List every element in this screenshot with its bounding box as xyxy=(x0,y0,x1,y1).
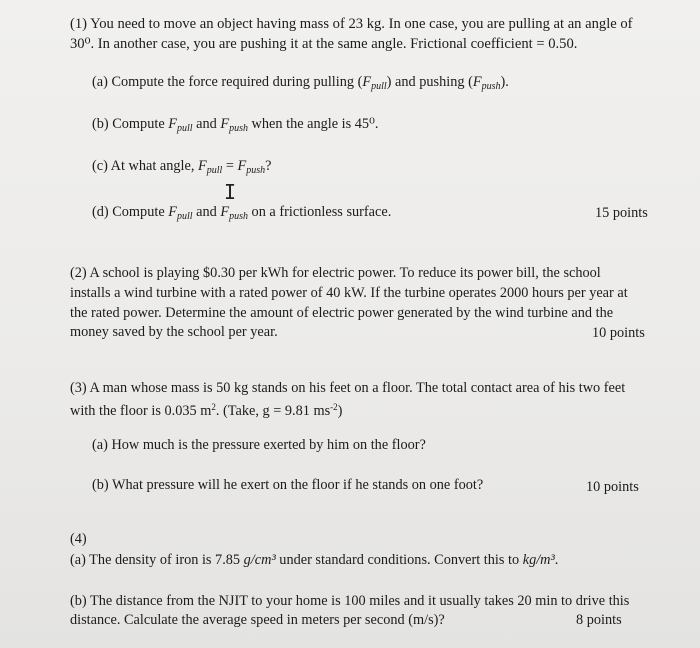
q1d-end: on a frictionless surface. xyxy=(247,204,392,220)
q1c-pre: (c) At what angle, xyxy=(92,158,198,174)
q1c-mid: = xyxy=(222,158,238,174)
q1-line-2: 30⁰. In another case, you are pushing it at the same angle. Frictional coefficient = 0.50. xyxy=(70,36,578,52)
q1d-f1: F xyxy=(168,204,177,220)
q1-part-b xyxy=(92,115,378,138)
q1-part-d xyxy=(92,203,391,226)
q1a-end: ). xyxy=(500,74,509,90)
q1a-sub1: pull xyxy=(371,81,387,92)
q1b-f2: F xyxy=(220,116,230,132)
q1-line-1: (1) You need to move an object having mass of 23 kg. In one case, you are pulling at an angle of xyxy=(70,16,633,32)
q2-points: 10 points xyxy=(592,325,645,341)
q1b-f1: F xyxy=(168,116,177,132)
q3-line2-mid: . (Take, g = 9.81 ms xyxy=(215,403,331,419)
q4-points: 8 points xyxy=(576,612,622,628)
q1a-f2: F xyxy=(472,74,482,90)
q1d-pre: (d) Compute xyxy=(92,204,169,220)
q1c-sub1: pull xyxy=(206,165,223,176)
q4a-end: . xyxy=(554,552,559,568)
q1a-f1: F xyxy=(362,74,372,90)
q1a-sub2: push xyxy=(481,81,501,92)
q1c-sub2: push xyxy=(246,165,266,176)
q3-line2-pre: with the floor is 0.035 m xyxy=(70,403,212,419)
q1b-pre: (b) Compute xyxy=(92,116,169,132)
q1d-sub1: pull xyxy=(176,211,193,222)
q1c-f2: F xyxy=(237,158,247,174)
q3-part-b: (b) What pressure will he exert on the floor if he stands on one foot? xyxy=(92,477,484,493)
q1c-f1: F xyxy=(198,158,207,174)
q4-part-b-line-2: distance. Calculate the average speed in meters per second (m/s)? xyxy=(70,612,445,628)
q2-line-4: money saved by the school per year. xyxy=(70,324,278,340)
q4-part-b-line-1: (b) The distance from the NJIT to your home is 100 miles and it usually takes 20 min to drive this xyxy=(70,593,630,609)
q1c-end: ? xyxy=(265,158,272,174)
q4a-pre: (a) The density of iron is 7.85 xyxy=(70,552,244,568)
q3-points: 10 points xyxy=(586,479,639,495)
q1-part-c xyxy=(92,157,272,180)
q1b-sub2: push xyxy=(229,123,248,134)
q3-line-1: (3) A man whose mass is 50 kg stands on his feet on a floor. The total contact area of his two feet xyxy=(70,380,626,396)
q1b-end: when the angle is 45⁰. xyxy=(247,116,379,132)
text-cursor-icon: I xyxy=(224,180,237,204)
q4a-unit2: kg/m³ xyxy=(522,552,555,568)
q4-part-a xyxy=(70,551,558,570)
q3-line-2 xyxy=(70,398,342,421)
q1-part-a xyxy=(92,73,509,96)
q4a-mid: under standard conditions. Convert this to xyxy=(275,552,523,568)
q1d-mid: and xyxy=(192,204,221,220)
q1-points: 15 points xyxy=(595,205,648,221)
q1a-mid: ) and pushing ( xyxy=(386,74,473,90)
q1b-mid: and xyxy=(192,116,221,132)
q2-line-1: (2) A school is playing $0.30 per kWh for electric power. To reduce its power bill, the school xyxy=(70,265,601,281)
q2-line-2: installs a wind turbine with a rated power of 40 kW. If the turbine operates 2000 hours per year at xyxy=(70,285,628,301)
q1a-pre: (a) Compute the force required during pulling ( xyxy=(92,74,363,90)
q1b-sub1: pull xyxy=(176,123,193,134)
q3-line2-sup2: -2 xyxy=(330,402,338,412)
q3-line2-end: ) xyxy=(337,403,343,419)
q1d-sub2: push xyxy=(229,211,248,222)
q2-line-3: the rated power. Determine the amount of electric power generated by the wind turbine and the xyxy=(70,305,614,321)
q3-line2-sup1: 2 xyxy=(211,402,216,412)
q4-heading: (4) xyxy=(70,531,87,547)
q4a-unit1: g/cm³ xyxy=(243,552,276,568)
q1d-f2: F xyxy=(220,204,230,220)
q3-part-a: (a) How much is the pressure exerted by him on the floor? xyxy=(92,437,426,453)
